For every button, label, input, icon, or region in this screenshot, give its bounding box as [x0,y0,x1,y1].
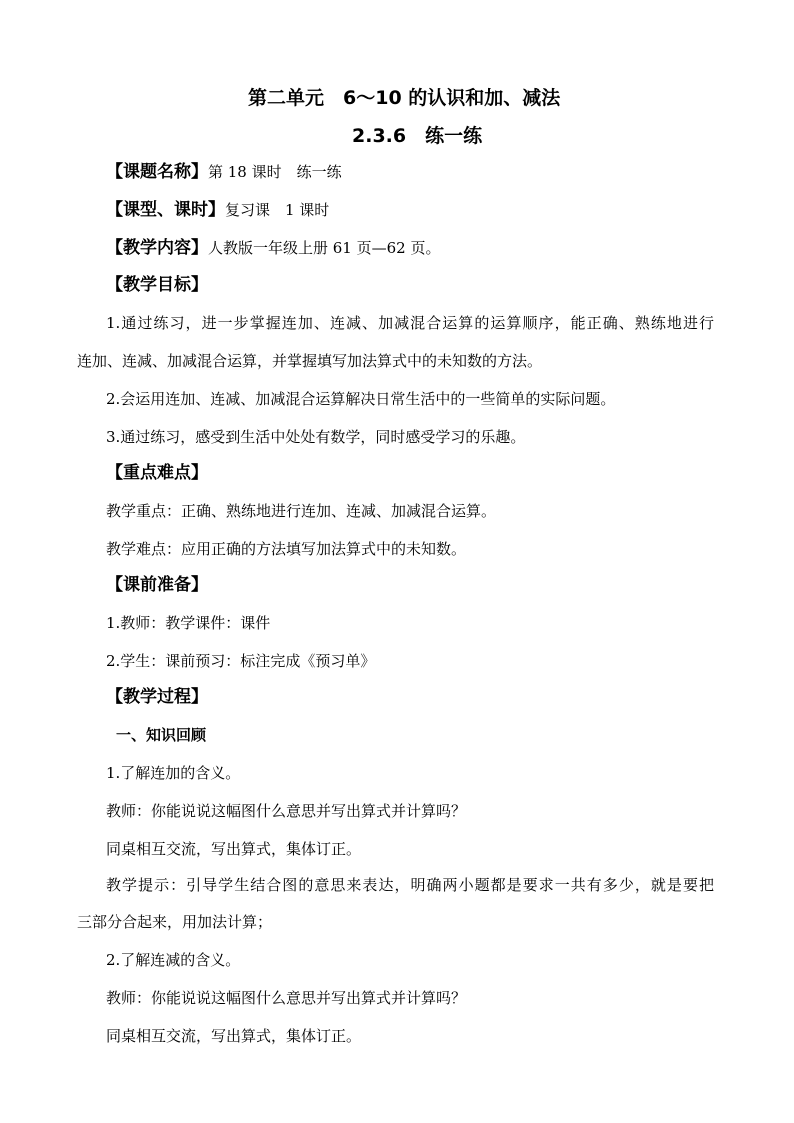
goal-item-1-line-2: 连加、连减、加减混合运算，并掌握填写加法算式中的未知数的方法。 [77,352,543,370]
process-p4-line-1: 教学提示：引导学生结合图的意思来表达，明确两小题都是要求一共有多少，就是要把 [106,876,714,894]
prep-student: 2.学生：课前预习：标注完成《预习单》 [106,652,376,670]
goal-item-3: 3.通过练习，感受到生活中处处有数学，同时感受学习的乐趣。 [106,428,526,446]
unit-title: 第二单元 6～10 的认识和加、减法 [248,87,561,109]
process-p4-line-2: 三部分合起来，用加法计算； [77,913,273,931]
process-heading: 【教学过程】 [106,687,208,707]
process-p7: 同桌相互交流，写出算式，集体订正。 [106,1027,362,1045]
lesson-name-row [106,162,342,182]
goal-item-1-line-1: 1.通过练习，进一步掌握连加、连减、加减混合运算的运算顺序，能正确、熟练地进行 [106,314,714,332]
teaching-content-value: 人教版一年级上册 61 页—62 页。 [208,239,441,257]
process-p1: 1.了解连加的含义。 [106,764,241,782]
goals-heading: 【教学目标】 [106,275,208,295]
keypoints-heading: 【重点难点】 [106,463,208,483]
lesson-title: 2.3.6 练一练 [352,125,483,147]
process-p3: 同桌相互交流，写出算式，集体订正。 [106,840,362,858]
lesson-type-value: 复习课 1 课时 [225,201,330,219]
teaching-content-row [106,238,440,258]
lesson-name-value: 第 18 课时 练一练 [208,163,342,181]
lesson-type-row [106,200,329,220]
process-p2: 教师：你能说说这幅图什么意思并写出算式并计算吗？ [106,802,467,820]
section-knowledge-review: 一、知识回顾 [116,726,207,744]
teaching-difficulty: 教学难点：应用正确的方法填写加法算式中的未知数。 [106,540,467,558]
prep-heading: 【课前准备】 [106,575,208,595]
prep-teacher: 1.教师：教学课件：课件 [106,614,271,632]
process-p5: 2.了解连减的含义。 [106,951,241,969]
lesson-name-label: 【课题名称】 [106,162,208,182]
process-p6: 教师：你能说说这幅图什么意思并写出算式并计算吗？ [106,989,467,1007]
teaching-content-label: 【教学内容】 [106,238,208,258]
goal-item-2: 2.会运用连加、连减、加减混合运算解决日常生活中的一些简单的实际问题。 [106,390,616,408]
lesson-type-label: 【课型、课时】 [106,200,225,220]
teaching-focus: 教学重点：正确、熟练地进行连加、连减、加减混合运算。 [106,502,497,520]
